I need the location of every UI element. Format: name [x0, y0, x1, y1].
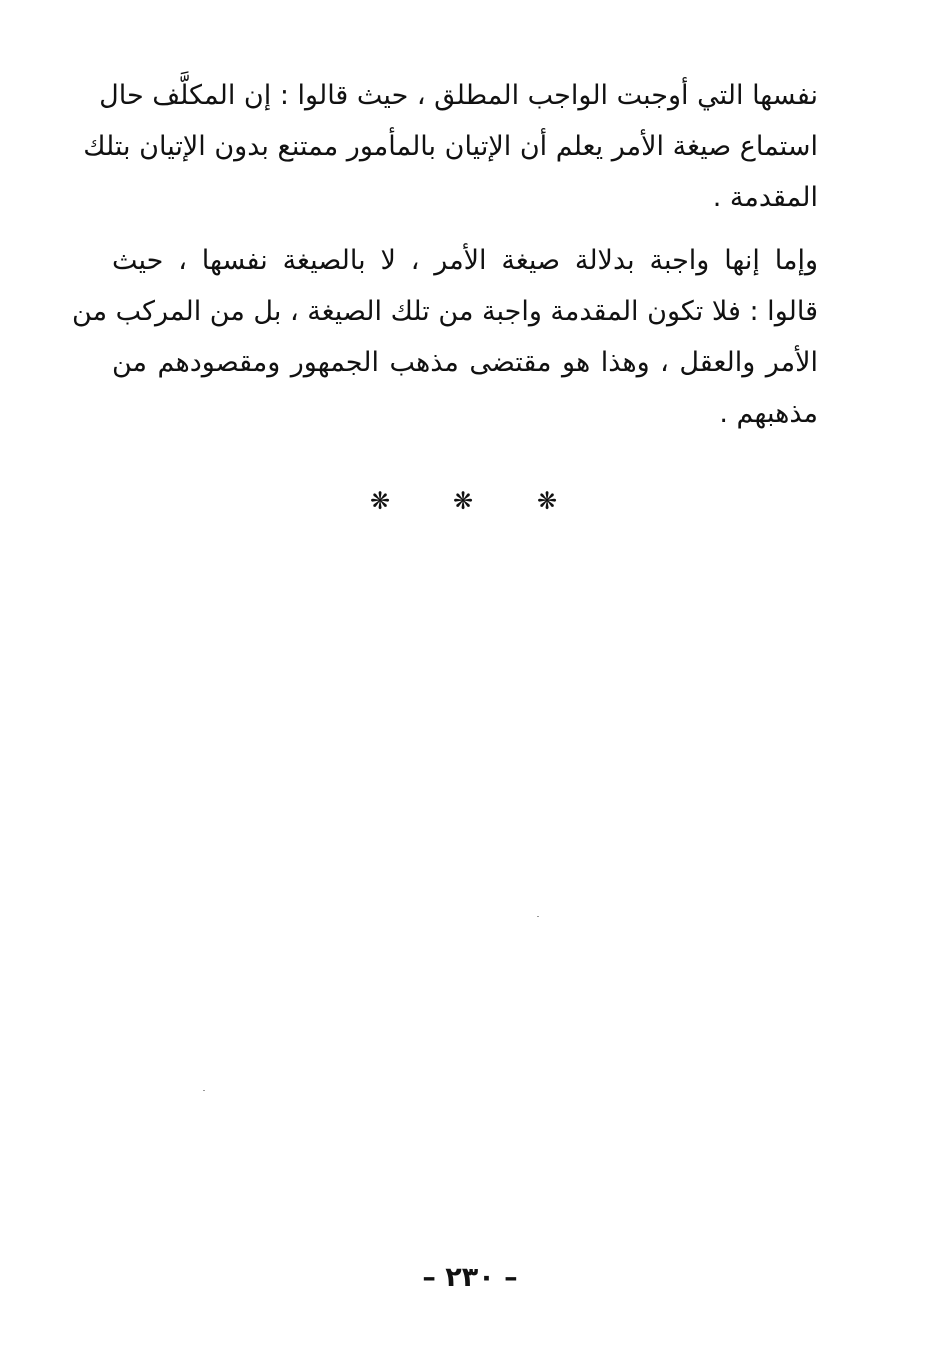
paragraph-2: [72, 235, 818, 439]
paragraph-gap: [112, 223, 818, 235]
text-line: قالوا : فلا تكون المقدمة واجبة من تلك الصيغة ، بل من المركب من: [72, 296, 818, 327]
paragraph-1: [83, 70, 818, 223]
text-line: نفسها التي أوجبت الواجب المطلق ، حيث قالوا : إن المكلَّف حال: [99, 80, 818, 111]
scan-speck: [203, 1090, 205, 1091]
body-text: [72, 70, 818, 439]
text-line: الأمر والعقل ، وهذا هو مقتضى مذهب الجمهور ومقصودهم من: [112, 347, 818, 378]
scan-speck: [537, 916, 539, 917]
asterism-icon: ❋: [536, 487, 558, 515]
text-line: مذهبهم .: [719, 398, 818, 429]
page-number: – ٢٣٠ –: [422, 1262, 518, 1293]
section-divider: [0, 486, 939, 526]
text-line: المقدمة .: [712, 182, 818, 213]
text-line: وإما إنها واجبة بدلالة صيغة الأمر ، لا بالصيغة نفسها ، حيث: [112, 245, 818, 276]
text-line: استماع صيغة الأمر يعلم أن الإتيان بالمأمور ممتنع بدون الإتيان بتلك: [83, 131, 818, 162]
asterism-icon: ❋: [452, 487, 474, 515]
asterism-icon: ❋: [369, 487, 391, 515]
